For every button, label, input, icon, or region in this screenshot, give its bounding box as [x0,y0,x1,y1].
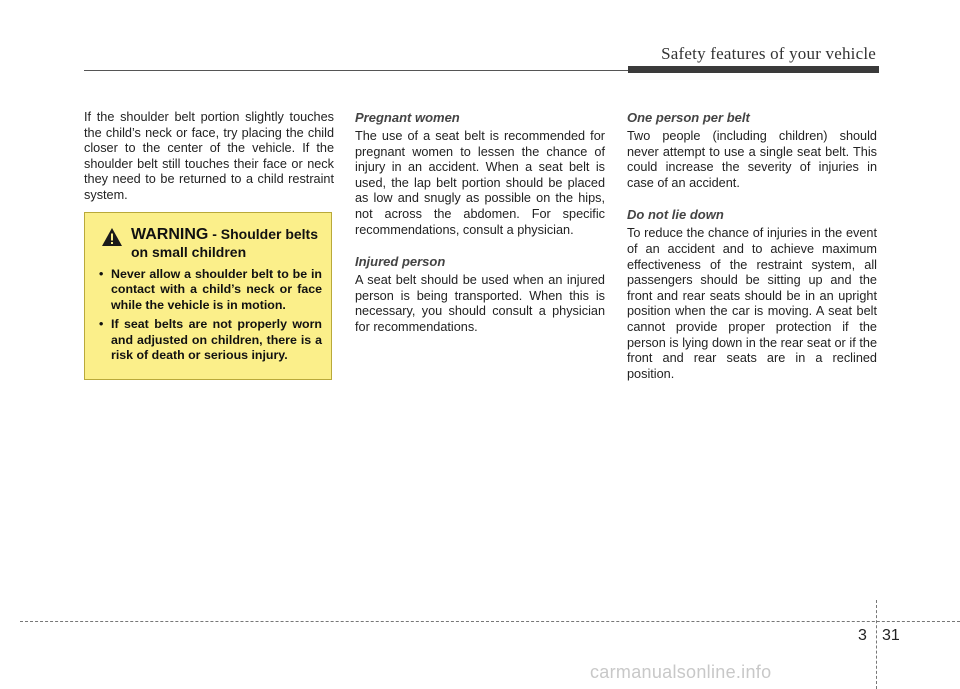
chapter-number: 3 [858,627,867,644]
warning-title-line2: on small children [131,244,247,260]
column-middle [355,110,605,352]
warning-list [97,267,322,363]
footer-page-divider [876,600,877,689]
warning-triangle-icon [101,227,123,247]
warning-bullet: • If seat belts are not properly worn and adjusted on children, there is a risk of death or serious injury. [97,317,322,363]
warning-bullet: • Never allow a shoulder belt to be in contact with a child’s neck or face while the vehicle is in motion. [97,267,322,313]
section-title: Safety features of your vehicle [661,44,876,63]
lie-down-paragraph: To reduce the chance of injuries in the event of an accident and to achieve maximum effectiveness of the restraint system, all passengers should be sitting up and the front and rear seats should be in an upright position when the car is moving. A seat belt cannot provide proper protection if the person is lying down in the rear seat or if the front and rear seats are in a reclined position. [627,226,877,381]
lie-down-heading: Do not lie down [627,207,724,223]
warning-header [97,225,322,261]
watermark: carmanualsonline.info [590,662,772,682]
column-left [84,110,334,204]
lie-down-section [627,207,877,382]
injured-heading: Injured person [355,254,446,270]
injured-section [355,254,605,335]
pregnant-paragraph: The use of a seat belt is recommended for pregnant women to lessen the chance of injury in an accident. When a seat belt is used, the lap belt portion should be placed as low and snugly as possible on the hips, not across the abdomen. For specific recommendations, consult a physician. [355,129,605,237]
pregnant-heading: Pregnant women [355,110,460,125]
warning-box [84,212,332,380]
warning-label: WARNING [131,226,209,243]
page-number: 31 [882,627,900,644]
intro-paragraph: If the shoulder belt portion slightly touches the child’s neck or face, try placing the child closer to the center of the vehicle. If the shoulder belt still touches their face or neck they need to be returned to a child restraint system. [84,110,334,202]
one-person-heading: One person per belt [627,110,750,125]
injured-paragraph: A seat belt should be used when an injured person is being transported. When this is necessary, you should consult a physician for recommendations. [355,273,605,334]
column-right [627,110,877,398]
footer-divider [20,621,960,622]
warning-title: - Shoulder belts [208,226,319,242]
one-person-section [627,110,877,191]
one-person-paragraph: Two people (including children) should never attempt to use a single seat belt. This could increase the severity of injuries in case of an accident. [627,129,877,190]
pregnant-section [355,110,605,238]
header-rule-accent [628,66,879,73]
